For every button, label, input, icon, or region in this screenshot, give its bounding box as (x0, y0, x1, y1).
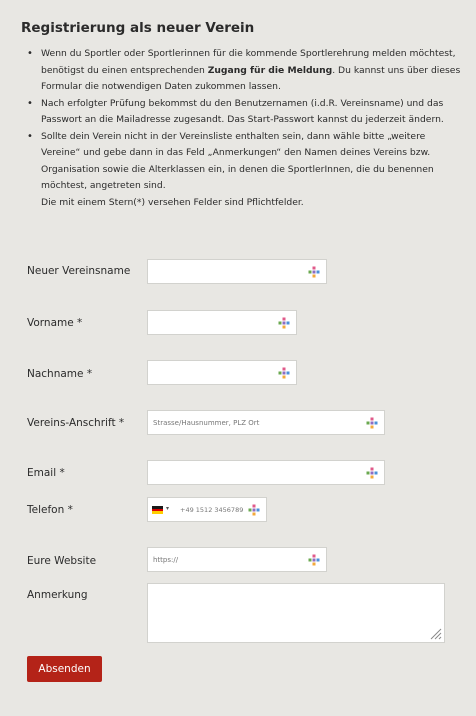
resize-handle-icon[interactable] (430, 628, 442, 640)
nachname-label: Nachname * (27, 368, 93, 380)
country-dropdown-caret-icon[interactable]: ▾ (166, 505, 170, 512)
registration-form (2, 2, 474, 714)
germany-flag-icon[interactable] (152, 506, 163, 514)
email-label: Email * (27, 467, 65, 479)
anmerkung-textarea[interactable] (147, 583, 445, 643)
intro-item-required-note: Die mit einem Stern(*) versehen Felder sind Pflichtfelder. (41, 196, 304, 208)
nachname-input[interactable] (147, 360, 297, 385)
intro-item-password: • Nach erfolgter Prüfung bekommst du den Benutzernamen (i.d.R. Vereinsname) und das Passwort an die Mailadresse zugesandt. Das Start-Passwort kannst du jederzeit ändern. (21, 96, 461, 129)
autofill-gem-icon[interactable] (308, 554, 320, 566)
anschrift-input[interactable]: Strasse/Hausnummer, PLZ Ort (147, 410, 385, 435)
vorname-label: Vorname * (27, 317, 83, 329)
autofill-gem-icon[interactable] (366, 467, 378, 479)
autofill-gem-icon[interactable] (308, 266, 320, 278)
page-title: Registrierung als neuer Verein (21, 20, 255, 36)
autofill-gem-icon[interactable] (248, 504, 260, 516)
vorname-input[interactable] (147, 310, 297, 335)
vereinsname-input[interactable] (147, 259, 327, 284)
intro-item-other-clubs: • Sollte dein Verein nicht in der Vereinsliste enthalten sein, dann wähle bitte „weitere Vereine“ und gebe dann in das Feld „Anmerkungen“ den Namen deines Vereins bzw. Organisation sowie die Alterklassen ein, in denen die SportlerInnen, die du benennen möchtest, angetreten sind. (21, 129, 461, 195)
vereinsname-label: Neuer Vereinsname (27, 265, 131, 277)
anschrift-label: Vereins-Anschrift * (27, 417, 125, 429)
autofill-gem-icon[interactable] (278, 367, 290, 379)
autofill-gem-icon[interactable] (278, 317, 290, 329)
email-input[interactable] (147, 460, 385, 485)
autofill-gem-icon[interactable] (366, 417, 378, 429)
website-label: Eure Website (27, 555, 97, 567)
website-input[interactable]: https:// (147, 547, 327, 572)
intro-list (21, 46, 461, 211)
intro-item-access: • Wenn du Sportler oder Sportlerinnen für die kommende Sportlerehrung melden möchtest, benötigst du einen entsprechenden Zugang für die Meldung. Du kannst uns über dieses Formular die notwendigen Daten zukommen lassen. (21, 46, 461, 96)
submit-button[interactable]: Absenden (27, 656, 102, 682)
telefon-input[interactable]: ▾ +49 1512 3456789 (147, 497, 267, 522)
anmerkung-label: Anmerkung (27, 589, 88, 601)
telefon-label: Telefon * (27, 504, 73, 516)
